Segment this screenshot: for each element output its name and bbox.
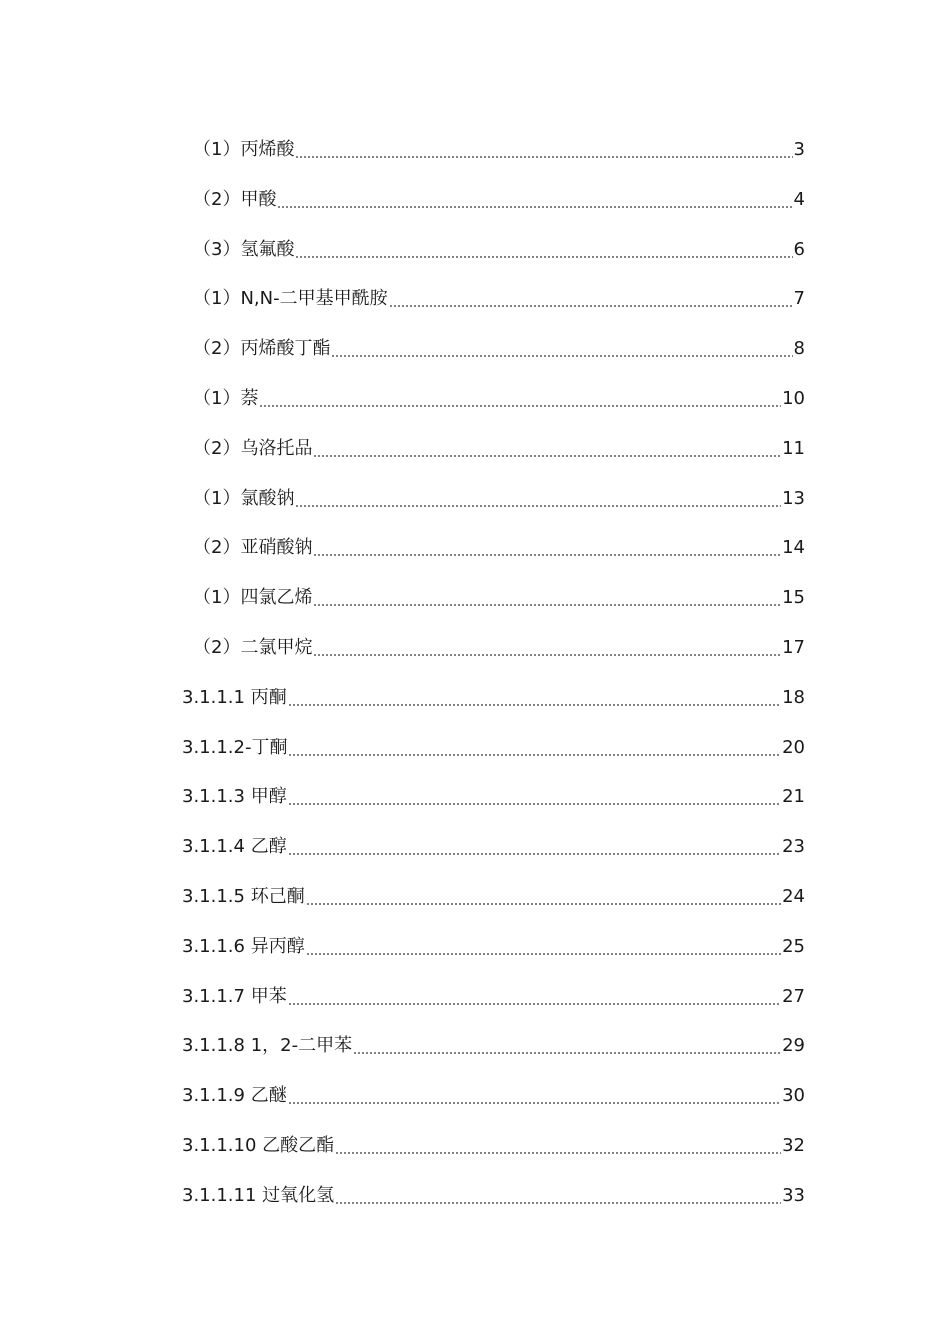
toc-dot-leader	[313, 435, 781, 463]
toc-dot-leader	[306, 933, 781, 961]
toc-dot-leader	[288, 1082, 781, 1110]
toc-entry[interactable]	[0, 734, 950, 784]
toc-entry-page: 10	[782, 387, 805, 409]
toc-entry-label: （1）四氯乙烯	[193, 587, 313, 609]
toc-entry-page: 15	[782, 587, 805, 609]
toc-entry-label: 3.1.1.2-丁酮	[182, 736, 288, 758]
toc-entry[interactable]	[0, 236, 950, 286]
toc-entry[interactable]	[0, 385, 950, 435]
toc-dot-leader	[259, 385, 781, 413]
toc-dot-leader	[277, 186, 792, 214]
table-of-contents	[0, 136, 950, 1232]
toc-entry-page: 27	[782, 985, 805, 1007]
toc-entry-page: 8	[793, 338, 805, 360]
toc-entry[interactable]	[0, 1182, 950, 1232]
toc-entry[interactable]	[0, 584, 950, 634]
toc-entry-page: 30	[782, 1085, 805, 1107]
toc-entry-label: （2）乌洛托品	[193, 437, 313, 459]
toc-dot-leader	[313, 634, 781, 662]
toc-entry-page: 3	[793, 139, 805, 160]
toc-entry[interactable]	[0, 783, 950, 833]
toc-entry-label: （2）丙烯酸丁酯	[193, 338, 331, 360]
toc-entry-page: 14	[782, 537, 805, 559]
toc-dot-leader	[288, 684, 781, 712]
toc-entry-page: 25	[782, 935, 805, 957]
toc-entry[interactable]	[0, 485, 950, 535]
toc-entry-label: （1）氯酸钠	[193, 487, 295, 509]
toc-entry-page: 20	[782, 736, 805, 758]
toc-entry[interactable]	[0, 883, 950, 933]
toc-entry-label: （2）甲酸	[193, 188, 277, 210]
toc-dot-leader	[295, 136, 792, 164]
toc-entry[interactable]	[0, 534, 950, 584]
toc-entry-label: 3.1.1.6 异丙醇	[182, 935, 305, 957]
toc-entry[interactable]	[0, 136, 950, 186]
toc-entry-label: （2）二氯甲烷	[193, 636, 313, 658]
toc-dot-leader	[288, 983, 781, 1011]
toc-entry-page: 24	[782, 885, 805, 907]
toc-entry[interactable]	[0, 983, 950, 1033]
toc-entry-label: （1）萘	[193, 387, 259, 409]
toc-entry-page: 13	[782, 487, 805, 509]
toc-entry-label: 3.1.1.9 乙醚	[182, 1085, 287, 1107]
toc-entry-label: 3.1.1.11 过氧化氢	[182, 1184, 335, 1206]
toc-entry[interactable]	[0, 186, 950, 236]
toc-entry[interactable]	[0, 1032, 950, 1082]
toc-entry[interactable]	[0, 634, 950, 684]
toc-entry[interactable]	[0, 933, 950, 983]
toc-entry[interactable]	[0, 285, 950, 335]
toc-entry[interactable]	[0, 684, 950, 734]
toc-entry[interactable]	[0, 435, 950, 485]
toc-entry-label: 3.1.1.7 甲苯	[182, 985, 287, 1007]
toc-dot-leader	[335, 1182, 781, 1210]
toc-entry-page: 18	[782, 686, 805, 708]
toc-entry-page: 23	[782, 836, 805, 858]
toc-entry-label: （1）丙烯酸	[193, 139, 295, 160]
toc-entry[interactable]	[0, 1132, 950, 1182]
toc-entry-label: （3）氢氟酸	[193, 238, 295, 260]
toc-dot-leader	[288, 783, 781, 811]
toc-entry-page: 21	[782, 786, 805, 808]
toc-dot-leader	[295, 236, 792, 264]
toc-entry-page: 11	[782, 437, 805, 459]
toc-dot-leader	[288, 833, 781, 861]
toc-entry-page: 6	[793, 238, 805, 260]
toc-entry-label: 3.1.1.5 环己酮	[182, 885, 305, 907]
toc-dot-leader	[313, 584, 781, 612]
toc-entry-label: 3.1.1.10 乙酸乙酯	[182, 1134, 335, 1156]
toc-dot-leader	[331, 335, 792, 363]
toc-entry[interactable]	[0, 833, 950, 883]
toc-dot-leader	[288, 734, 781, 762]
toc-dot-leader	[389, 285, 793, 313]
toc-entry-page: 4	[793, 188, 805, 210]
toc-entry-label: 3.1.1.8 1，2-二甲苯	[182, 1035, 353, 1057]
toc-entry-label: （1）N,N-二甲基甲酰胺	[193, 288, 388, 310]
toc-entry-page: 32	[782, 1134, 805, 1156]
toc-entry-page: 29	[782, 1035, 805, 1057]
toc-dot-leader	[335, 1132, 781, 1160]
toc-dot-leader	[306, 883, 781, 911]
toc-dot-leader	[313, 534, 781, 562]
toc-dot-leader	[295, 485, 781, 513]
toc-entry-page: 33	[782, 1184, 805, 1206]
toc-entry-label: （2）亚硝酸钠	[193, 537, 313, 559]
toc-entry-page: 17	[782, 636, 805, 658]
toc-entry[interactable]	[0, 1082, 950, 1132]
toc-entry-label: 3.1.1.4 乙醇	[182, 836, 287, 858]
toc-entry[interactable]	[0, 335, 950, 385]
toc-dot-leader	[353, 1032, 781, 1060]
toc-entry-label: 3.1.1.3 甲醇	[182, 786, 287, 808]
toc-entry-page: 7	[793, 288, 805, 310]
toc-entry-label: 3.1.1.1 丙酮	[182, 686, 287, 708]
